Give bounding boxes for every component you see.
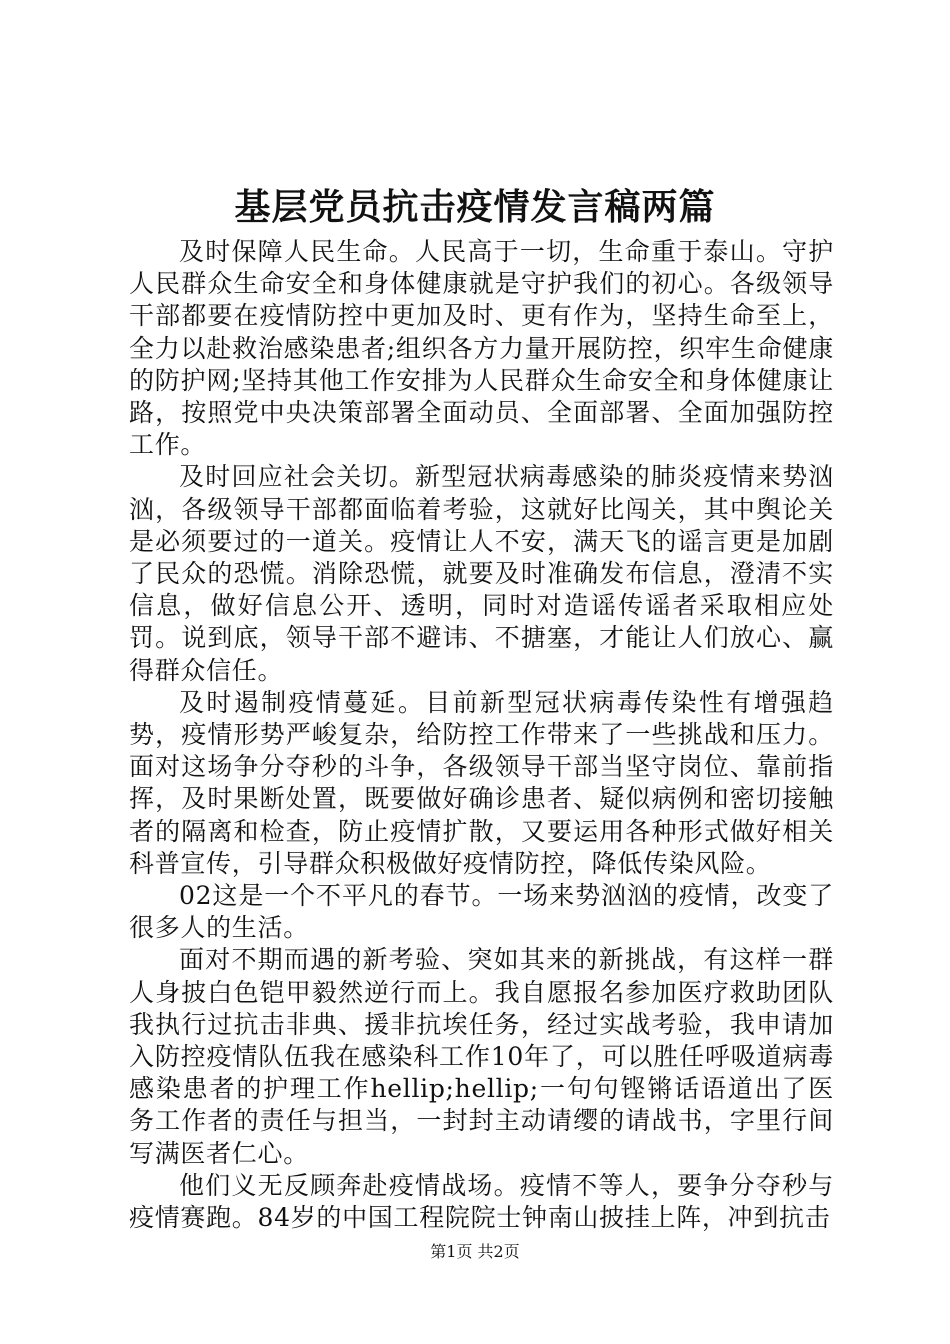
paragraph-5: 面对不期而遇的新考验、突如其来的新挑战，有这样一群人身披白色铠甲毅然逆行而上。我自愿报名参加医疗救助团队我执行过抗击非典、援非抗埃任务，经过实战考验，我申请加入防控疫情队伍我在感染科工作10年了，可以胜任呼吸道病毒感染患者的护理工作hellip;hellip;一句句铿锵话语道出了医务工作者的责任与担当，一封封主动请缨的请战书，字里行间写满医者仁心。 (129, 945, 834, 1168)
paragraph-2: 及时回应社会关切。新型冠状病毒感染的肺炎疫情来势汹汹，各级领导干部都面临着考验，这就好比闯关，其中舆论关是必须要过的一道关。疫情让人不安，满天飞的谣言更是加剧了民众的恐慌。消除恐慌，就要及时准确发布信息，澄清不实信息，做好信息公开、透明，同时对造谣传谣者采取相应处罚。说到底，领导干部不避讳、不搪塞，才能让人们放心、赢得群众信任。 (129, 462, 834, 685)
paragraph-6: 他们义无反顾奔赴疫情战场。疫情不等人，要争分夺秒与疫情赛跑。84岁的中国工程院院士钟南山披挂上阵，冲到抗击 (129, 1170, 834, 1233)
paragraph-3: 及时遏制疫情蔓延。目前新型冠状病毒传染性有增强趋势，疫情形势严峻复杂，给防控工作带来了一些挑战和压力。面对这场争分夺秒的斗争，各级领导干部当坚守岗位、靠前指挥，及时果断处置，既要做好确诊患者、疑似病例和密切接触者的隔离和检查，防止疫情扩散，又要运用各种形式做好相关科普宣传，引导群众积极做好疫情防控，降低传染风险。 (129, 687, 834, 878)
paragraph-1: 及时保障人民生命。人民高于一切，生命重于泰山。守护人民群众生命安全和身体健康就是守护我们的初心。各级领导干部都要在疫情防控中更加及时、更有作为，坚持生命至上，全力以赴救治感染患者;组织各方力量开展防控，织牢生命健康的防护网;坚持其他工作安排为人民群众生命安全和身体健康让路，按照党中央决策部署全面动员、全面部署、全面加强防控工作。 (129, 237, 834, 460)
document-title: 基层党员抗击疫情发言稿两篇 (234, 187, 716, 228)
document-body (129, 236, 834, 1234)
page-footer: 第1页 共2页 (430, 1242, 520, 1261)
paragraph-4: 02这是一个不平凡的春节。一场来势汹汹的疫情，改变了很多人的生活。 (129, 881, 834, 943)
